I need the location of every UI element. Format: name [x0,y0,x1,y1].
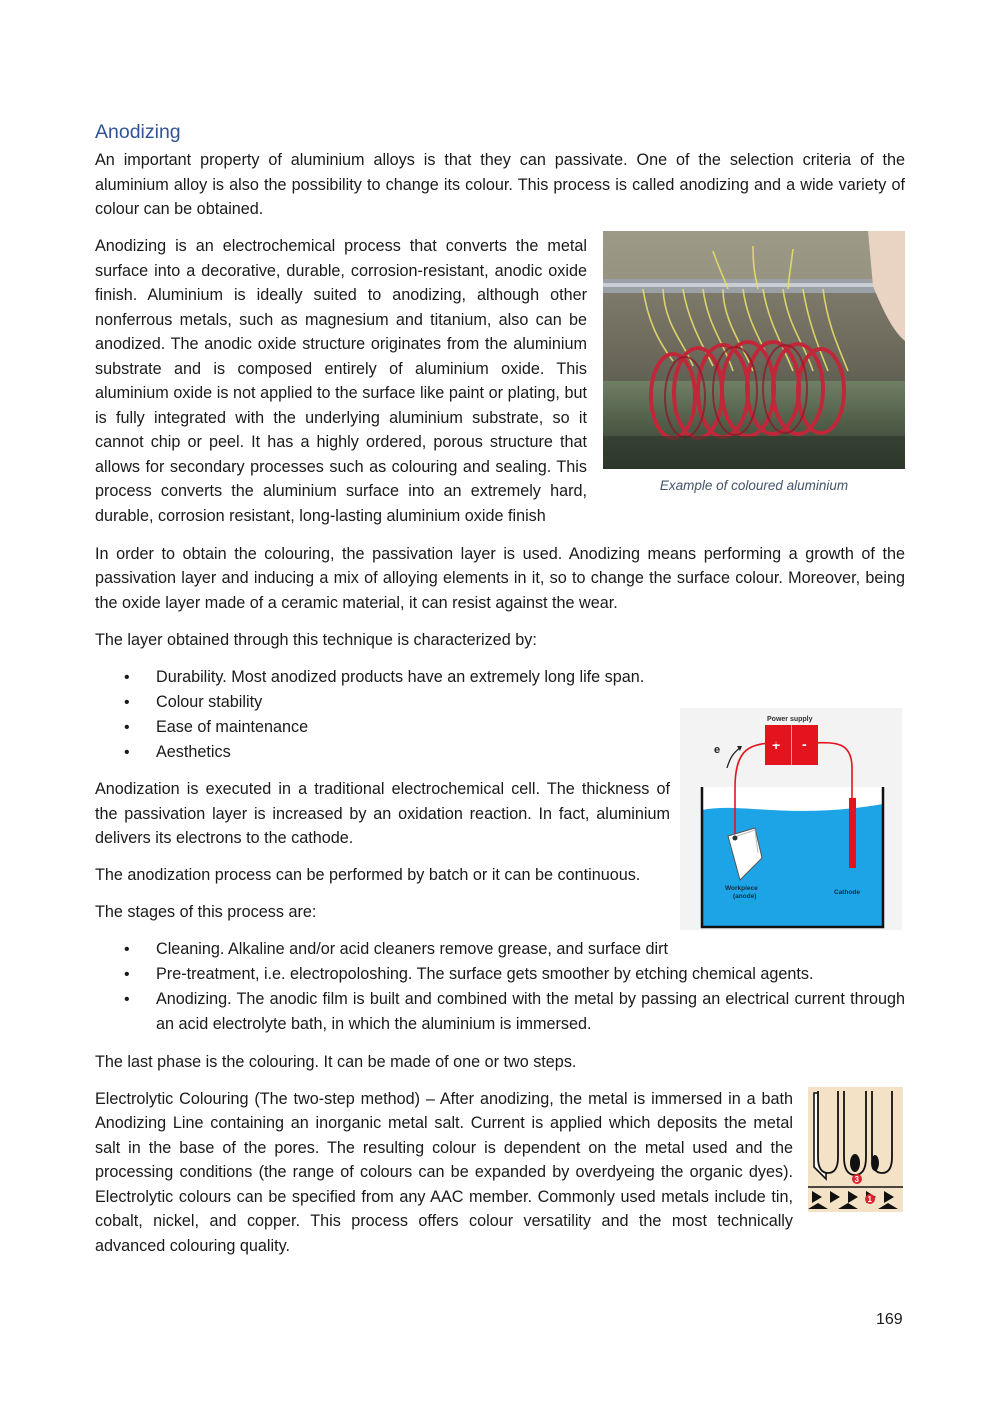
electrochemical-cell-diagram [680,708,902,930]
cell-section [95,665,905,1038]
paragraph-intro: An important property of aluminium alloys is that they can passivate. One of the selection criteria of the aluminium alloy is also the possibility to change its colour. This process is called anodizing and a wide variety of colour can be obtained. [95,151,905,218]
anodizing-row [95,234,905,541]
electron-label: e [714,743,721,756]
paragraph-batch-continuous: The anodization process can be performed by batch or it can be continuous. [95,866,641,884]
cathode-electrode [849,798,856,868]
list-item: • Pre-treatment, i.e. electropoloshing. The surface gets smoother by etching chemical agents. [156,962,905,987]
paragraph-anodizing-process: Anodizing is an electrochemical process that converts the metal surface into a decorative, durable, corrosion-resistant, anodic oxide finish. Aluminium is ideally suited to anodizing, although other nonferrous metals, such as magnesium and titanium, also can be anodized. The anodic oxide structure originates from the aluminium substrate and is composed entirely of aluminium oxide. This aluminium oxide is not applied to the surface like paint or plating, but is fully integrated with the underlying aluminium substrate, so it cannot chip or peel. It has a highly ordered, porous structure that allows for secondary processes such as colouring and sealing. This process converts the aluminium surface into an extremely hard, durable, corrosion resistant, long-lasting aluminium oxide finish [95,237,587,525]
stages-list [95,937,905,1037]
electrolytic-section [95,1087,905,1259]
page-number: 169 [876,1311,903,1328]
cathode-label: Cathode [834,888,860,896]
pore-label-3: 3 [854,1174,859,1184]
paragraph-stages-intro: The stages of this process are: [95,903,317,921]
plus-sign: + [772,736,781,753]
pore-structure-diagram [808,1087,903,1212]
minus-sign: - [802,735,807,752]
list-item: • Anodizing. The anodic film is built and combined with the metal by passing an electrical current through an acid electrolyte bath, in which the aluminium is immersed. [156,987,905,1037]
power-supply-label: Power supply [767,715,813,723]
list-item: • Ease of maintenance [156,715,905,740]
page-content [95,118,905,1271]
figure-coloured-aluminium [603,231,905,541]
paragraph-electrochemical-cell: Anodization is executed in a traditional electrochemical cell. The thickness of the passivation layer is increased by an oxidation reaction. In fact, aluminium delivers its electrons to the cathode. [95,780,670,847]
list-item: • Colour stability [156,690,905,715]
anode-label: (anode) [733,892,757,900]
paragraph-layer-characteristics: The layer obtained through this technique is characterized by: [95,630,537,649]
coloured-aluminium-photo [603,231,905,469]
pore-label-1: 1 [867,1194,872,1204]
list-item: • Durability. Most anodized products have an extremely long life span. [156,665,905,690]
paragraph-colouring-phase: The last phase is the colouring. It can be made of one or two steps. [95,1052,577,1071]
section-title: Anodizing [95,121,181,143]
workpiece-label: Workpiece [725,884,758,892]
list-item: • Cleaning. Alkaline and/or acid cleaners remove grease, and surface dirt [156,937,905,962]
paragraph-colouring: In order to obtain the colouring, the passivation layer is used. Anodizing means performing a growth of the passivation layer and inducing a mix of alloying elements in it, so to change the surface colour. Moreover, being the oxide layer made of a ceramic material, it can resist against the wear. [95,544,905,612]
list-item: • Aesthetics [156,740,905,765]
paragraph-electrolytic-colouring: Electrolytic Colouring (The two-step method) – After anodizing, the metal is immersed in a bath Anodizing Line containing an inorganic metal salt. Current is applied which deposits the metal salt in the base of the pores. The resulting colour is dependent on the metal used and the processing conditions (the range of colours can be expanded by overdyeing the organic dyes). Electrolytic colours can be specified from any AAC member. Commonly used metals include tin, cobalt, nickel, and copper. This process offers colour versatility and the most technically advanced colouring quality. [95,1089,793,1255]
figure-caption: Example of coloured aluminium [659,478,849,493]
